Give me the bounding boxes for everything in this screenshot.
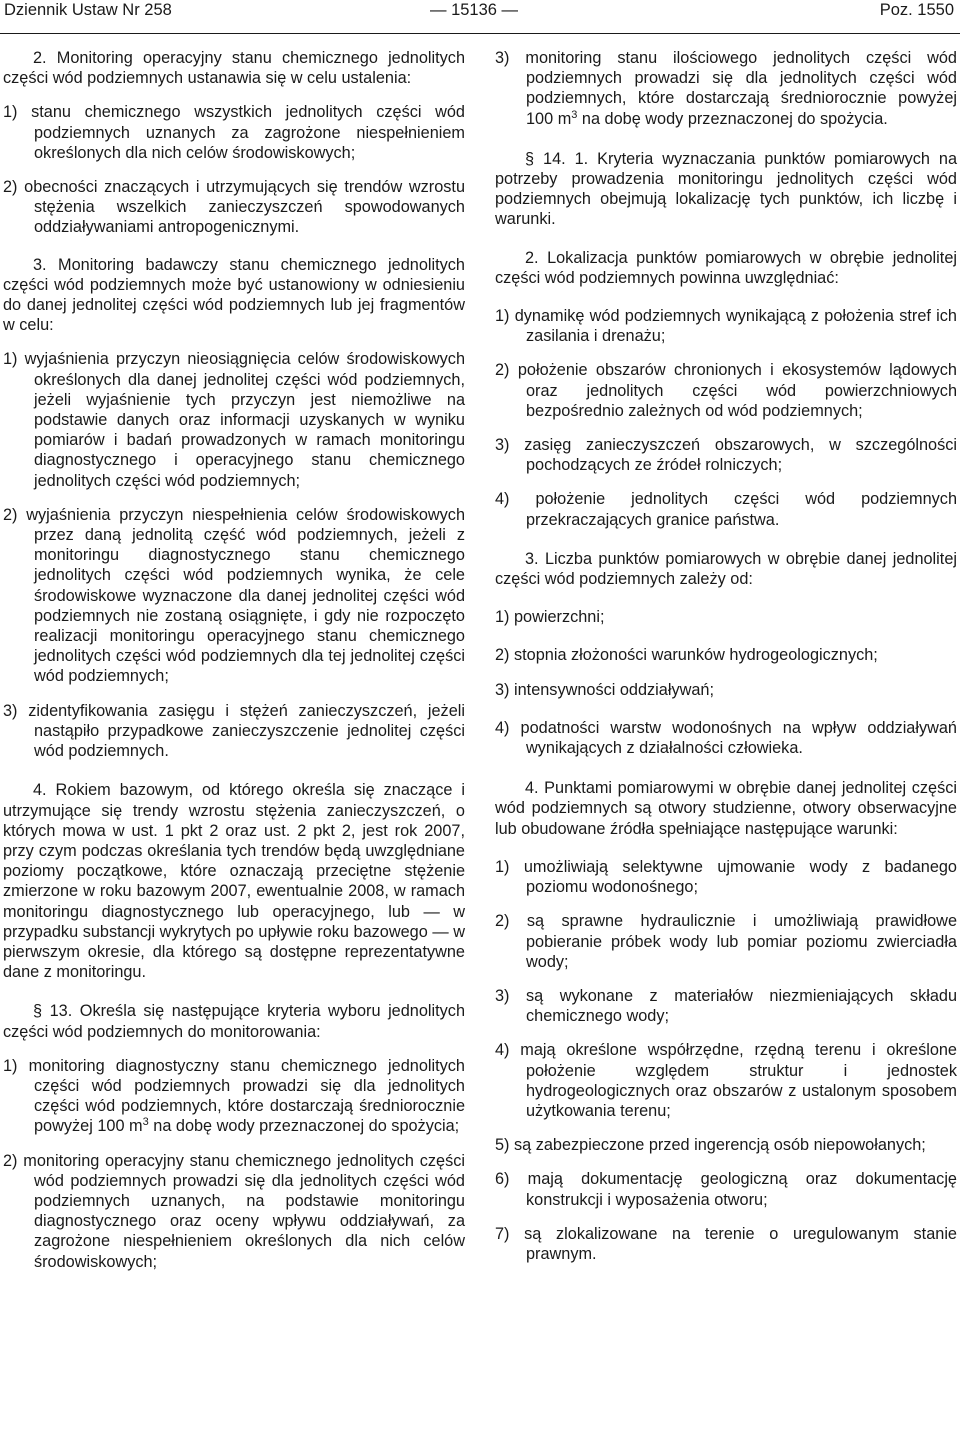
list-item: 3) zasięg zanieczyszczeń obszarowych, w szczególności pochodzących ze źródeł rolniczych; bbox=[495, 436, 957, 475]
right-column bbox=[495, 48, 957, 1278]
section-14-paragraph-4: 4. Punktami pomiarowymi w obrębie danej jednolitej części wód podziemnych są otwory studzienne, otwory obserwacyjne lub obudowane źródła spełniające następujące warunki: bbox=[495, 779, 957, 838]
position-number: Poz. 1550 bbox=[879, 1, 954, 19]
list-item bbox=[495, 48, 957, 129]
list-item: 1) powierzchni; bbox=[495, 608, 605, 627]
list-item bbox=[3, 1056, 465, 1137]
list-item: 1) wyjaśnienia przyczyn nieosiągnięcia celów środowiskowych określonych dla danej jednolitej części wód podziemnych, jeżeli wyjaśnienie tych przyczyn jest niemożliwe na podstawie danych oraz informacji uzyskanych w wyniku pomiarów i badań prowadzonych w ramach monitoringu diagnostycznego i operacyjnego stanu chemicznego jednolitych części wód podziemnych; bbox=[3, 350, 465, 490]
list-item: 2) monitoring operacyjny stanu chemicznego jednolitych części wód podziemnych prowadzi się dla jednolitych części wód podziemnych uznanych, na podstawie monitoringu diagnostycznego oraz oceny wpływu oddziaływań, za zagrożone niespełnieniem określonych dla nich celów środowiskowych; bbox=[3, 1151, 465, 1271]
list-item: 6) mają dokumentację geologiczną oraz dokumentację konstrukcji i wyposażenia otworu; bbox=[495, 1170, 957, 1209]
list-item-text: na dobę wody przeznaczonej do spożycia. bbox=[577, 109, 888, 128]
superscript: 3 bbox=[142, 1116, 149, 1129]
section-14: § 14. 1. Kryteria wyznaczania punktów pomiarowych na potrzeby prowadzenia monitoringu jednolitych części wód podziemnych obejmują lokalizację tych punktów, ich liczbę i warunki. bbox=[495, 149, 957, 229]
paragraph-2: 2. Monitoring operacyjny stanu chemicznego jednolitych części wód podziemnych ustanawia się w celu ustalenia: bbox=[3, 49, 465, 88]
section-14-paragraph-3: 3. Liczba punktów pomiarowych w obrębie danej jednolitej części wód podziemnych zależy od: bbox=[495, 549, 957, 589]
list-item-text: na dobę wody przeznaczonej do spożycia; bbox=[148, 1117, 460, 1136]
list-item: 2) położenie obszarów chronionych i ekosystemów lądowych oraz jednolitych części wód powierzchniowych bezpośrednio zależnych od wód podziemnych; bbox=[495, 361, 957, 420]
list-item: 2) stopnia złożoności warunków hydrogeologicznych; bbox=[495, 646, 878, 665]
list-item: 4) położenie jednolitych części wód podziemnych przekraczających granice państwa. bbox=[495, 490, 957, 529]
list-item: 3) zidentyfikowania zasięgu i stężeń zanieczyszczeń, jeżeli nastąpiło przypadkowe zanieczyszczenie jednolitej części wód podziemnych. bbox=[3, 701, 465, 761]
list-item: 1) dynamikę wód podziemnych wynikającą z położenia stref ich zasilania i drenażu; bbox=[495, 307, 957, 346]
list-item: 7) są zlokalizowane na terenie o uregulowanym stanie prawnym. bbox=[495, 1224, 957, 1263]
list-item: 5) są zabezpieczone przed ingerencją osób niepowołanych; bbox=[495, 1136, 926, 1155]
list-item: 3) intensywności oddziaływań; bbox=[495, 680, 715, 699]
page-number: — 15136 — bbox=[430, 1, 519, 19]
superscript: 3 bbox=[571, 108, 578, 121]
list-item: 2) wyjaśnienia przyczyn niespełnienia celów środowiskowych przez daną jednolitą część wód podziemnych, jeżeli z monitoringu diagnostycznego stanu chemicznego jednolitych części wód podziemnych wynika, że cele środowiskowe wyznaczone dla danej jednolitej części wód podziemnych nie zostaną osiągnięte, i gdy nie rozpoczęto realizacji monitoringu operacyjnego stanu chemicznego jednolitych części wód podziemnych dla tej jednolitej części wód podziemnych; bbox=[3, 505, 465, 686]
journal-title: Dziennik Ustaw Nr 258 bbox=[4, 1, 172, 19]
list-item: 3) są wykonane z materiałów niezmieniających składu chemicznego wody; bbox=[495, 986, 957, 1026]
list-item: 1) umożliwiają selektywne ujmowanie wody z badanego poziomu wodonośnego; bbox=[495, 857, 957, 897]
header-rule bbox=[0, 33, 960, 34]
list-item: 1) stanu chemicznego wszystkich jednolitych części wód podziemnych uznanych za zagrożone niespełnieniem określonych dla nich celów środowiskowych; bbox=[3, 103, 465, 162]
paragraph-3: 3. Monitoring badawczy stanu chemicznego jednolitych części wód podziemnych może być ustanowiony w odniesieniu do danej jednolitej części wód podziemnych lub jej fragmentów w celu: bbox=[3, 255, 465, 335]
list-item: 4) mają określone współrzędne, rzędną terenu i określone położenie względem struktur i jednostek hydrogeologicznych oraz obszarów z ustalonym sposobem użytkowania terenu; bbox=[495, 1041, 957, 1120]
page-header bbox=[0, 0, 960, 34]
section-14-paragraph-2: 2. Lokalizacja punktów pomiarowych w obrębie jednolitej części wód podziemnych powinna uwzględniać: bbox=[495, 248, 957, 287]
section-13: § 13. Określa się następujące kryteria wyboru jednolitych części wód podziemnych do monitorowania: bbox=[3, 1002, 465, 1041]
list-item-text: 3) monitoring stanu ilościowego jednolitych części wód podziemnych prowadzi się dla jednolitych części wód podziemnych, które dostarczają średniorocznie powyżej 100 m bbox=[495, 49, 957, 128]
list-item: 4) podatności warstw wodonośnych na wpływ oddziaływań wynikających z działalności człowieka. bbox=[495, 718, 957, 758]
paragraph-4: 4. Rokiem bazowym, od którego określa się znaczące i utrzymujące się trendy wzrostu stężenia zanieczyszczeń, o których mowa w ust. 1 pkt 2 oraz ust. 2 pkt 2, jest rok 2007, przy czym podczas określania tych trendów będą uwzględniane poziomy początkowe, które oznaczają przeciętne stężenie zmierzone w roku bazowym 2007, ewentualnie 2008, w ramach monitoringu diagnostycznego lub operacyjnego, lub — w przypadku substancji wykrytych po upływie roku bazowego — w pierwszym okresie, dla którego są dostępne reprezentatywne dane z monitoringu. bbox=[3, 781, 465, 982]
list-item: 2) są sprawne hydraulicznie i umożliwiają prawidłowe pobieranie próbek wody lub pomiar poziomu zwierciadła wody; bbox=[495, 912, 957, 971]
list-item-text: 1) monitoring diagnostyczny stanu chemicznego jednolitych części wód podziemnych prowadzi się dla jednolitych części wód podziemnych, które dostarczają średniorocznie powyżej 100 m bbox=[3, 1056, 465, 1136]
left-column bbox=[3, 48, 465, 1286]
list-item: 2) obecności znaczących i utrzymujących się trendów wzrostu stężenia wszelkich zanieczyszczeń spowodowanych oddziaływaniami antropogenicznymi. bbox=[3, 178, 465, 237]
